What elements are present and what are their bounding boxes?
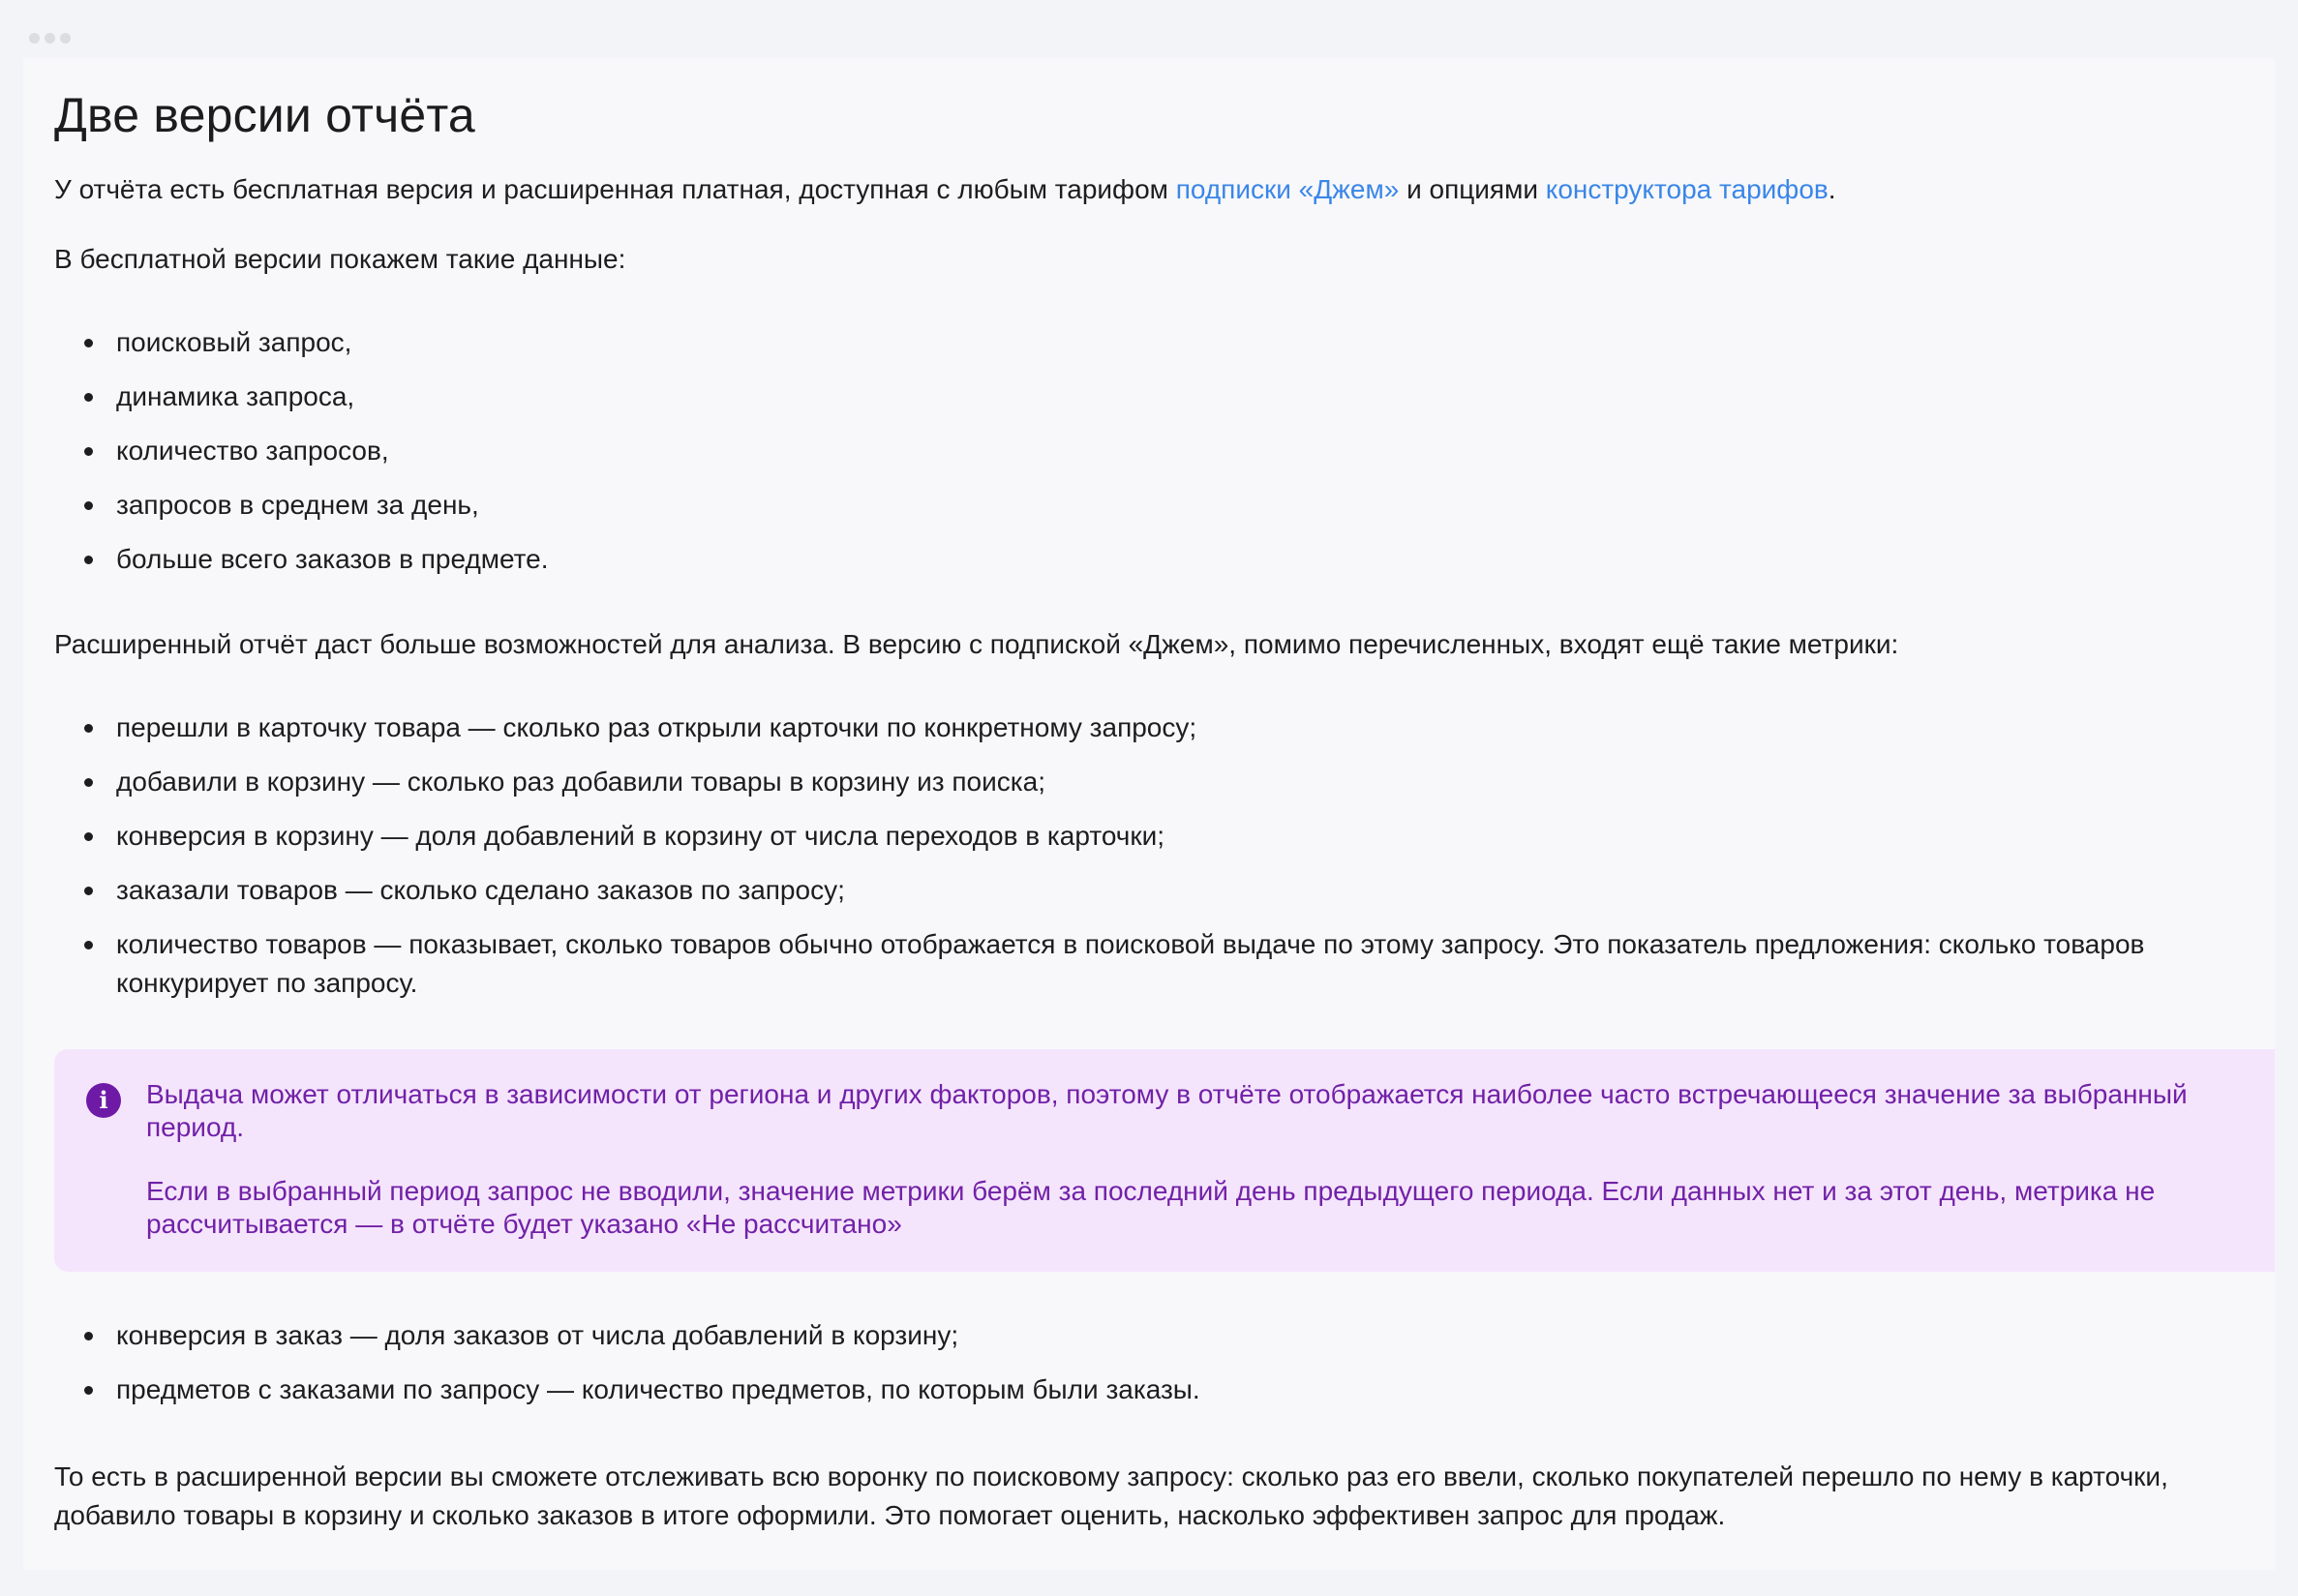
list-item: добавили в корзину — сколько раз добавили товары в корзину из поиска; [116, 763, 2275, 801]
intro-text-middle: и опциями [1399, 174, 1546, 204]
intro-text-before: У отчёта есть бесплатная версия и расширенная платная, доступная с любым тарифом [54, 174, 1176, 204]
intro-paragraph [54, 170, 2275, 209]
window-dot [29, 33, 40, 44]
tariff-constructor-link[interactable]: конструктора тарифов [1545, 174, 1829, 204]
list-item: поисковый запрос, [116, 323, 2275, 362]
list-item: конверсия в заказ — доля заказов от числа добавлений в корзину; [116, 1316, 2275, 1355]
callout-paragraph: Выдача может отличаться в зависимости от региона и других факторов, поэтому в отчёте отображается наиболее часто встречающееся значение за выбранный период. [146, 1079, 2188, 1142]
window-dot [60, 33, 71, 44]
article-panel [23, 58, 2275, 1570]
free-metrics-list [54, 323, 2275, 579]
info-callout [54, 1049, 2275, 1272]
extended-metrics-list [54, 708, 2275, 1003]
conclusion-paragraph: То есть в расширенной версии вы сможете отслеживать всю воронку по поисковому запросу: сколько раз его ввели, сколько покупателей перешло по нему в карточки, добавило товары в корзину и сколько заказов в итоге оформили. Это помогает оценить, насколько эффективен запрос для продаж. [54, 1461, 2168, 1530]
list-item: конверсия в корзину — доля добавлений в корзину от числа переходов в карточки; [116, 817, 2275, 856]
window-dots [29, 33, 71, 44]
list-item: количество товаров — показывает, сколько товаров обычно отображается в поисковой выдаче по этому запросу. Это показатель предложения: сколько товаров конкурирует по запросу. [116, 925, 2275, 1003]
callout-paragraph: Если в выбранный период запрос не вводили, значение метрики берём за последний день предыдущего периода. Если данных нет и за этот день, метрика не рассчитывается — в отчёте будет указано «Не рассчитано» [146, 1176, 2156, 1239]
list-item: заказали товаров — сколько сделано заказов по запросу; [116, 871, 2275, 910]
window-dot [45, 33, 55, 44]
subscription-jam-link[interactable]: подписки «Джем» [1175, 174, 1400, 204]
list-item: предметов с заказами по запросу — количество предметов, по которым были заказы. [116, 1370, 2275, 1409]
free-version-heading: В бесплатной версии покажем такие данные: [54, 244, 626, 274]
intro-text-after: . [1828, 174, 1836, 204]
list-item: количество запросов, [116, 432, 2275, 470]
info-icon: i [86, 1083, 121, 1118]
additional-metrics-list [54, 1316, 2275, 1409]
extended-version-heading: Расширенный отчёт даст больше возможностей для анализа. В версию с подпиской «Джем», помимо перечисленных, входят ещё такие метрики: [54, 629, 1899, 659]
page-title: Две версии отчёта [54, 88, 475, 142]
list-item: больше всего заказов в предмете. [116, 540, 2275, 579]
list-item: перешли в карточку товара — сколько раз открыли карточки по конкретному запросу; [116, 708, 2275, 747]
list-item: динамика запроса, [116, 377, 2275, 416]
list-item: запросов в среднем за день, [116, 486, 2275, 525]
